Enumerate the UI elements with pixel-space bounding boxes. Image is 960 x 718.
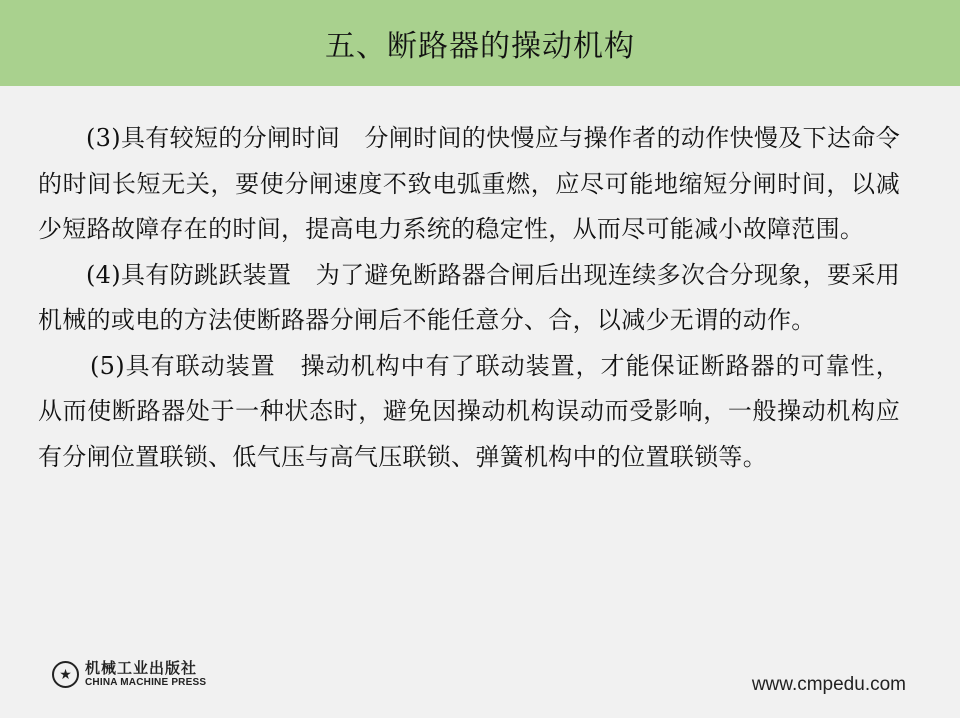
paragraph-2: (4)具有防跳跃装置 为了避免断路器合闸后出现连续多次合分现象，要采用机械的或电的方法使断路器分闸后不能任意分、合，以减少无谓的动作。	[38, 260, 900, 334]
paragraph-1: (3)具有较短的分闸时间 分闸时间的快慢应与操作者的动作快慢及下达命令的时间长短无关，要使分闸速度不致电弧重燃，应尽可能地缩短分闸时间，以减少短路故障存在的时间，提高电力系统的稳定性，从而尽可能减小故障范围。	[38, 124, 900, 243]
page-title: 五、断路器的操动机构	[325, 29, 635, 64]
title-bar	[0, 0, 960, 86]
star-gear-emblem-icon: ★	[52, 661, 79, 688]
paragraph-3: (5)具有联动装置 操动机构中有了联动装置，才能保证断路器的可靠性，从而使断路器处于一种状态时，避免因操动机构误动而受影响，一般操动机构应有分闸位置联锁、低气压与高气压联锁、弹簧机构中的位置联锁等。	[38, 351, 900, 471]
content-body	[38, 116, 900, 480]
publisher-name-cn: 机械工业出版社	[85, 659, 198, 677]
publisher-name-en: CHINA MACHINE PRESS	[85, 677, 207, 688]
website-url[interactable]: www.cmpedu.com	[751, 674, 906, 695]
publisher-name	[85, 661, 206, 688]
publisher-logo	[52, 661, 206, 688]
